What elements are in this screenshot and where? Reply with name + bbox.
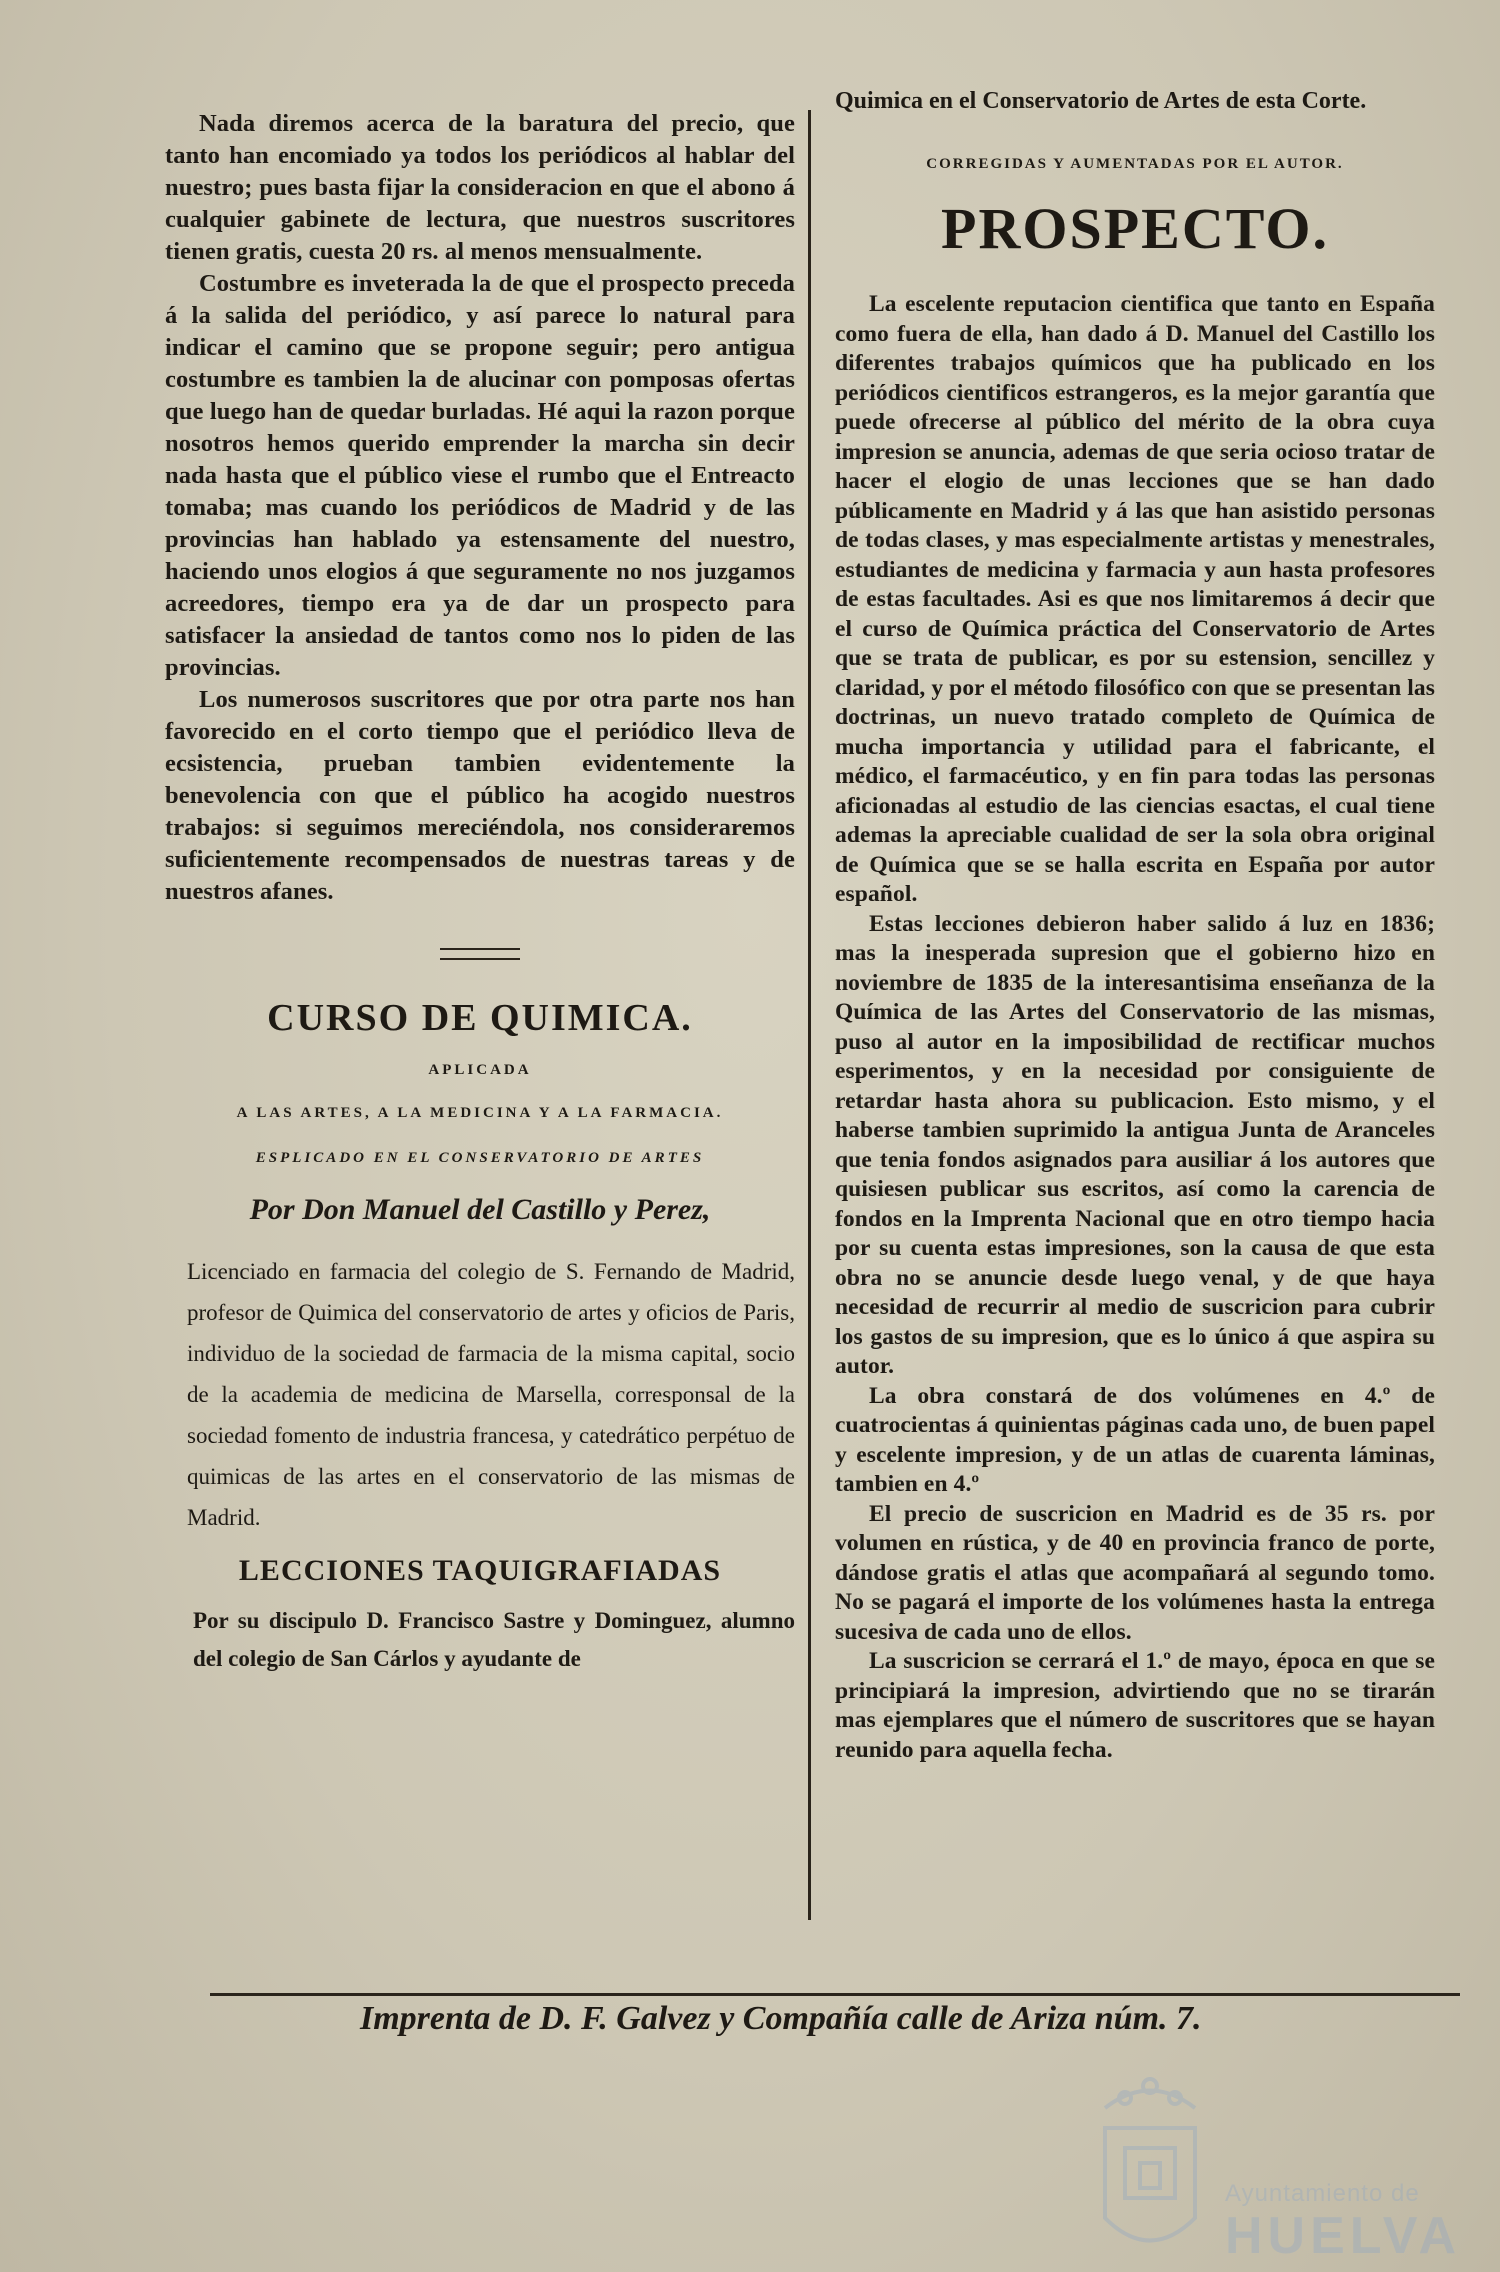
paragraph-reputacion: La escelente reputacion cientifica que tanto en España como fuera de ella, han dado á D. Manuel del Castillo los diferentes trabajos químicos que ha publicado en los periódicos cientificos estrangeros, es la mejor garantía que puede ofrecerse al público del mérito de la obra cuya impresion se anuncia, ademas de que seria ocioso tratar de hacer el elogio de unas lecciones que se han dado públicamente en Madrid y á las que han asistido personas de todas clases, y mas especialmente artistas y menestrales, estudiantes de medicina y farmacia y aun hasta profesores de estas facultades. Asi es que nos limitaremos á decir que el curso de Química práctica del Conservatorio de Artes que se trata de publicar, es por su estension, sencillez y claridad, y por el método filosófico con que se presentan las doctrinas, un nuevo tratado completo de Química de mucha importancia y utilidad para el fabricante, el médico, el farmacéutico, y en fin para todas las personas aficionadas al estudio de las ciencias esactas, el cual tiene ademas la apreciable cualidad de ser la sola obra original de Química que se se halla escrita en España por autor español. — [835, 291, 1435, 907]
corregidas-heading: CORREGIDAS Y AUMENTADAS POR EL AUTOR. — [926, 156, 1344, 172]
right-column — [835, 84, 1435, 1765]
author-line: Por Don Manuel del Castillo y Perez, — [249, 1193, 711, 1226]
crest-icon — [1085, 2068, 1215, 2268]
prospecto-title: PROSPECTO. — [941, 196, 1329, 261]
footer-rule — [210, 1993, 1460, 1996]
section-separator — [440, 948, 520, 960]
printer-imprint: Imprenta de D. F. Galvez y Compañía calle de Ariza núm. 7. — [360, 2000, 1202, 2037]
paragraph-volumenes: La obra constará de dos volúmenes en 4.º de cuatrocientas á quinientas páginas cada uno, de buen papel y escelente impresion, y de un atlas de cuarenta láminas, tambien en 4.º — [835, 1382, 1435, 1497]
aplicada-subheading: A LAS ARTES, A LA MEDICINA Y A LA FARMACIA. — [236, 1105, 724, 1121]
curso-title: CURSO DE QUIMICA. — [267, 997, 693, 1039]
paragraph-costumbre: Costumbre es inveterada la de que el prospecto preceda á la salida del periódico, y así parece lo natural para indicar el camino que se propone seguir; pero antigua costumbre es tambien la de alucinar con pomposas ofertas que luego han de quedar burladas. Hé aqui la razon porque nosotros hemos querido emprender la marcha sin decir nada hasta que el público viese el rumbo que el Entreacto tomaba; mas cuando los periódicos de Madrid y de las provincias han hablado ya estensamente del nuestro, haciendo unos elogios á que seguramente no nos juzgamos acreedores, tiempo era ya de dar un prospecto para satisfacer la ansiedad de tantos como nos lo piden de las provincias. — [165, 270, 795, 681]
paragraph-suscritores: Los numerosos suscritores que por otra parte nos han favorecido en el corto tiempo que el periódico lleva de ecsistencia, prueban tambien evidentemente la benevolencia con que el público ha acogido nuestros trabajos: si seguimos mereciéndola, nos consideraremos suficientemente recompensados de nuestras tareas y de nuestros afanes. — [165, 686, 795, 905]
column-divider — [808, 110, 811, 1920]
left-column — [165, 108, 795, 1678]
intro-continuation: Quimica en el Conservatorio de Artes de esta Corte. — [835, 88, 1367, 114]
watermark-line1: Ayuntamiento de — [1225, 2180, 1420, 2207]
paragraph-baratura: Nada diremos acerca de la baratura del precio, que tanto han encomiado ya todos los periódicos al hablar del nuestro; pues basta fijar la consideracion en que el abono á cualquier gabinete de lectura, que nuestros suscritores tienen gratis, cuesta 20 rs. al menos mensualmente. — [165, 110, 795, 265]
watermark — [1085, 2068, 1462, 2268]
paragraph-precio: El precio de suscricion en Madrid es de 35 rs. por volumen en rústica, y de 40 en provincia franco de porte, dándose gratis el atlas que acompañará al segundo tomo. No se pagará el importe de los volúmenes hasta la entrega sucesiva de cada uno de ellos. — [835, 1500, 1435, 1645]
paragraph-lecciones-1836: Estas lecciones debieron haber salido á luz en 1836; mas la inesperada supresion que el gobierno hizo en noviembre de 1835 de la interesantisima enseñanza de la Química de las Artes del Conservatorio de las mismas, puso al autor en la imposibilidad de rectificar muchos esperimentos, y en la necesidad por consiguiente de retardar hasta ahora su publicacion. Esto mismo, y el haberse tambien suprimido la antigua Junta de Aranceles que tenia fondos asignados para ausiliar á los autores que quisiesen publicar sus escritos, así como la carencia de fondos en la Imprenta Nacional que en otro tiempo hacia por su cuenta estas impresiones, son la causa de que esta obra no se anuncie desde luego venal, y de que haya necesidad de recurrir al medio de suscricion para cubrir los gastos de su impresion, que es lo único á que aspira su autor. — [835, 910, 1435, 1379]
paragraph-suscricion-cierre: La suscricion se cerrará el 1.º de mayo, época en que se principiará la impresion, advirtiendo que no se tirarán mas ejemplares que el número de suscritores que se hayan reunido para aquella fecha. — [835, 1648, 1435, 1763]
lecciones-description: Por su discipulo D. Francisco Sastre y Dominguez, alumno del colegio de San Cárlos y ayudante de — [193, 1608, 795, 1671]
esplicado-heading: ESPLICADO EN EL CONSERVATORIO DE ARTES — [255, 1150, 705, 1166]
aplicada-heading: APLICADA — [428, 1062, 532, 1078]
author-description: Licenciado en farmacia del colegio de S. Fernando de Madrid, profesor de Quimica del conservatorio de artes y oficios de Paris, individuo de la sociedad de farmacia de la misma capital, socio de la academia de medicina de Marsella, corresponsal de la sociedad fomento de industria francesa, y catedrático perpétuo de quimicas de las artes en el conservatorio de las mismas de Madrid. — [187, 1259, 795, 1530]
lecciones-title: LECCIONES TAQUIGRAFIADAS — [238, 1554, 722, 1587]
watermark-line2: HUELVA — [1225, 2207, 1462, 2265]
